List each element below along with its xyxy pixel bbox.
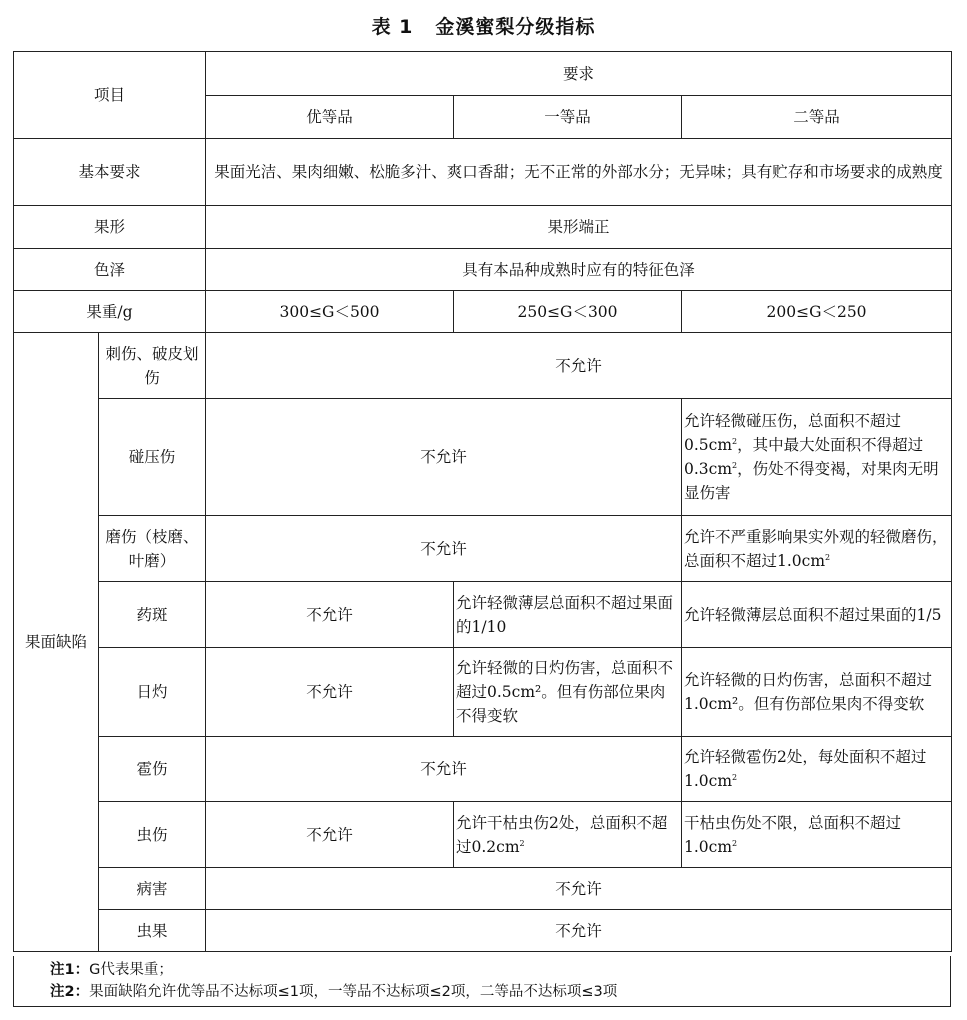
grading-table xyxy=(13,51,952,952)
defect-label-puncture: 刺伤、破皮划伤 xyxy=(99,333,206,399)
row-weight xyxy=(14,291,952,333)
defect-label-insect-fruit: 虫果 xyxy=(99,910,206,952)
abrasion-second: 允许不严重影响果实外观的轻微磨伤，总面积不超过$1.0cm^2$ xyxy=(682,516,952,582)
table-number: 表 1 xyxy=(371,16,414,38)
spray-premium: 不允许 xyxy=(206,582,454,648)
hail-second: 允许轻微雹伤2处，每处面积不超过$1.0cm^2$ xyxy=(682,737,952,802)
row-color xyxy=(14,249,952,291)
abrasion-premium-first: 不允许 xyxy=(206,516,682,582)
spray-first: 允许轻微薄层总面积不超过果面的1/10 xyxy=(454,582,682,648)
sunburn-second: 允许轻微的日灼伤害，总面积不超过1.0cm²。但有伤部位果肉不得变软 xyxy=(682,648,952,737)
table-title xyxy=(0,12,967,39)
insect-damage-second: 干枯虫伤处不限，总面积不超过$1.0cm^2$ xyxy=(682,802,952,868)
puncture-all-grades: 不允许 xyxy=(206,333,952,399)
defect-label-disease: 病害 xyxy=(99,868,206,910)
basic-requirement-text: 果面光洁、果肉细嫩、松脆多汁、爽口香甜；无不正常的外部水分；无异味；具有贮存和市场要求的成熟度 xyxy=(206,139,952,206)
header-row-top xyxy=(14,52,952,96)
row-shape xyxy=(14,206,952,249)
header-item: 项目 xyxy=(14,52,206,139)
table-name: 金溪蜜梨分级指标 xyxy=(435,16,596,38)
notes xyxy=(13,956,951,1007)
row-label-shape: 果形 xyxy=(14,206,206,249)
row-insect-fruit xyxy=(14,910,952,952)
note-1-text: G代表果重； xyxy=(89,962,173,978)
row-label-defects: 果面缺陷 xyxy=(14,333,99,952)
row-label-color: 色泽 xyxy=(14,249,206,291)
row-abrasion xyxy=(14,516,952,582)
note-2 xyxy=(50,981,950,1003)
shape-text: 果形端正 xyxy=(206,206,952,249)
sunburn-premium: 不允许 xyxy=(206,648,454,737)
row-spray xyxy=(14,582,952,648)
disease-all-grades: 不允许 xyxy=(206,868,952,910)
insect-damage-premium: 不允许 xyxy=(206,802,454,868)
weight-premium: 300≤G＜500 xyxy=(206,291,454,333)
note-2-text: 果面缺陷允许优等品不达标项≤1项，一等品不达标项≤2项，二等品不达标项≤3项 xyxy=(89,984,618,1000)
defect-label-abrasion: 磨伤（枝磨、叶磨） xyxy=(99,516,206,582)
note-1-label: 注1： xyxy=(50,962,90,978)
insect-damage-first: 允许干枯虫伤2处，总面积不超过$0.2cm^2$ xyxy=(454,802,682,868)
row-insect-damage xyxy=(14,802,952,868)
row-bruise xyxy=(14,399,952,516)
insect-fruit-all-grades: 不允许 xyxy=(206,910,952,952)
defect-label-sunburn: 日灼 xyxy=(99,648,206,737)
row-label-weight: 果重/g xyxy=(14,291,206,333)
row-hail xyxy=(14,737,952,802)
header-grade-first: 一等品 xyxy=(454,96,682,139)
defect-label-spray: 药斑 xyxy=(99,582,206,648)
header-grade-second: 二等品 xyxy=(682,96,952,139)
header-grade-premium: 优等品 xyxy=(206,96,454,139)
bruise-premium-first: 不允许 xyxy=(206,399,682,516)
row-sunburn xyxy=(14,648,952,737)
bruise-second: 允许轻微碰压伤，总面积不超过$0.5cm^2$，其中最大处面积不得超过$0.3cm^2$，伤处不得变褐，对果肉无明显伤害 xyxy=(682,399,952,516)
header-requirements: 要求 xyxy=(206,52,952,96)
weight-first: 250≤G＜300 xyxy=(454,291,682,333)
spray-second: 允许轻微薄层总面积不超过果面的1/5 xyxy=(682,582,952,648)
hail-premium-first: 不允许 xyxy=(206,737,682,802)
note-1 xyxy=(50,959,950,981)
defect-label-hail: 雹伤 xyxy=(99,737,206,802)
row-puncture xyxy=(14,333,952,399)
row-basic xyxy=(14,139,952,206)
note-2-label: 注2： xyxy=(50,984,90,1000)
weight-second: 200≤G＜250 xyxy=(682,291,952,333)
sunburn-first: 允许轻微的日灼伤害，总面积不超过0.5cm²。但有伤部位果肉不得变软 xyxy=(454,648,682,737)
defect-label-insect-damage: 虫伤 xyxy=(99,802,206,868)
row-label-basic: 基本要求 xyxy=(14,139,206,206)
row-disease xyxy=(14,868,952,910)
color-text: 具有本品种成熟时应有的特征色泽 xyxy=(206,249,952,291)
defect-label-bruise: 碰压伤 xyxy=(99,399,206,516)
